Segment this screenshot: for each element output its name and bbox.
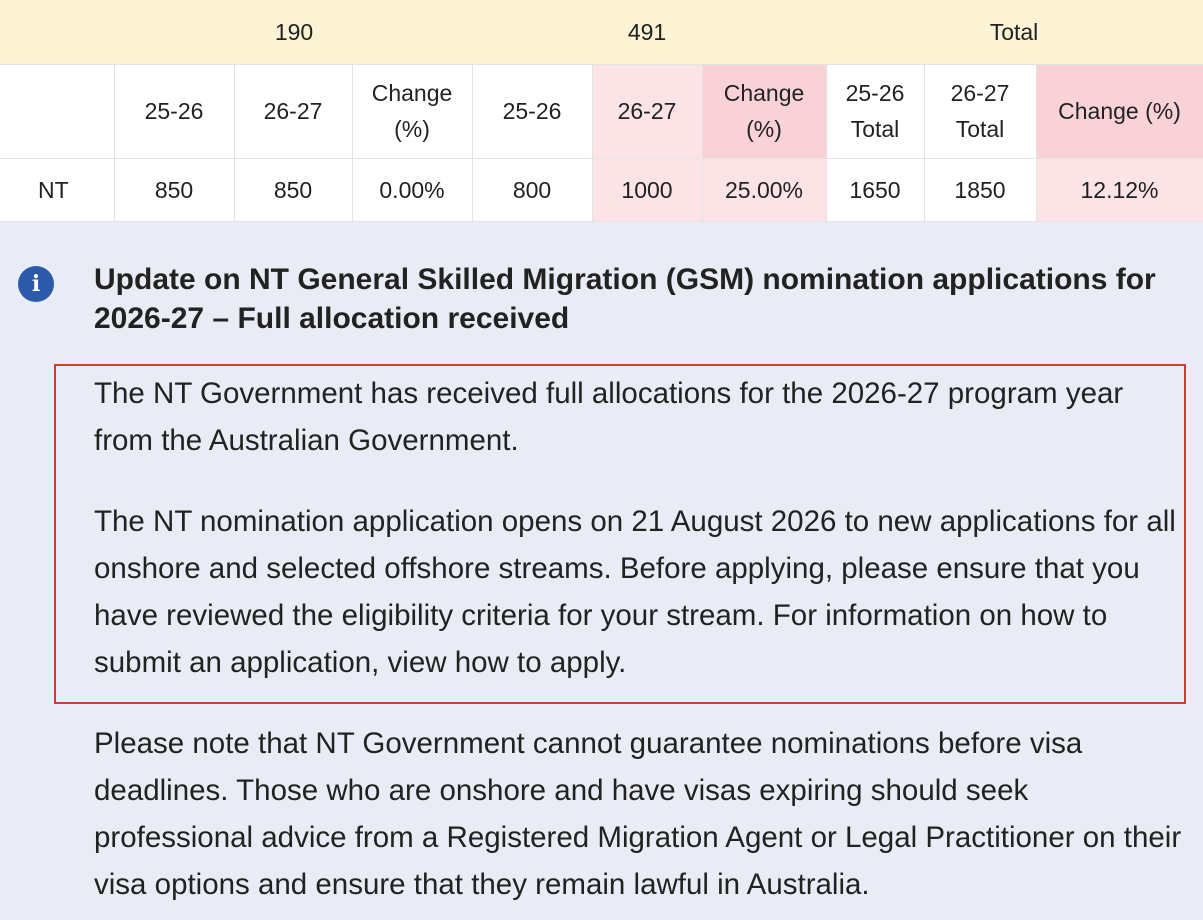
col-header-total-change: Change (%) (1036, 64, 1203, 158)
change-label: Change (723, 80, 805, 106)
column-divider (234, 64, 235, 222)
column-divider (592, 64, 593, 222)
row-divider (0, 64, 1203, 65)
column-divider (114, 64, 115, 222)
col-header-491-2627: 26-27 (592, 64, 702, 158)
info-icon: i (18, 266, 54, 302)
column-divider (1036, 64, 1037, 222)
year-label: 25-26 (845, 80, 905, 106)
column-divider (352, 64, 353, 222)
cell-190-change: 0.00% (379, 177, 445, 203)
row-label-header (0, 64, 114, 158)
col-header-190-change (352, 64, 472, 158)
allocation-paragraph: The NT Government has received full allocations for the 2026-27 program year from the Australian Government. (94, 377, 1124, 457)
total-label: Total (955, 116, 1005, 142)
group-header-total: Total (989, 19, 1039, 45)
cell-total-change: 12.12% (1036, 158, 1203, 222)
cell-total-2627: 1850 (954, 177, 1006, 203)
cell-491-change: 25.00% (702, 158, 826, 222)
table-row (0, 158, 1203, 222)
notice-title: Update on NT General Skilled Migration (GSM) nomination applications for 2026-27 – Full allocation received (94, 263, 1156, 335)
cell-total-2526: 1650 (849, 177, 901, 203)
group-header-190: 190 (274, 19, 314, 45)
cell-491-2627: 1000 (592, 158, 702, 222)
change-label: Change (371, 80, 453, 106)
col-header-491-change (702, 64, 826, 158)
column-divider (826, 64, 827, 222)
group-header-491: 491 (627, 19, 667, 45)
col-header-190-2526: 25-26 (144, 98, 204, 124)
column-divider (702, 64, 703, 222)
row-divider (0, 158, 1203, 159)
col-header-total-2627 (924, 64, 1036, 158)
year-label: 26-27 (950, 80, 1010, 106)
application-opening-paragraph: The NT nomination application opens on 21 August 2026 to new applications for all onshore and selected offshore streams. Before applying, please ensure that you have reviewed the eligibility criteria for your stream. For information on how to submit an application, view how to apply. (94, 505, 1176, 679)
disclaimer-paragraph: Please note that NT Government cannot guarantee nominations before visa deadlines. Those who are onshore and have visas expiring should seek professional advice from a Registered Migration Agent or Legal Practitioner on their visa options and ensure that they remain lawful in Australia. (94, 727, 1182, 901)
cell-491-2526: 800 (512, 177, 552, 203)
column-divider (924, 64, 925, 222)
allocation-table (0, 0, 1203, 222)
sub-header-row (0, 64, 1203, 158)
row-label-nt: NT (38, 177, 69, 203)
column-divider (472, 64, 473, 222)
change-unit: (%) (394, 116, 430, 142)
gsm-update-notice (0, 222, 1203, 920)
cell-190-2627: 850 (273, 177, 313, 203)
cell-190-2526: 850 (154, 177, 194, 203)
col-header-total-2526 (826, 64, 924, 158)
col-header-190-2627: 26-27 (263, 98, 323, 124)
change-unit: (%) (746, 116, 782, 142)
col-header-491-2526: 25-26 (502, 98, 562, 124)
group-header-row (0, 0, 1203, 64)
total-label: Total (850, 116, 900, 142)
